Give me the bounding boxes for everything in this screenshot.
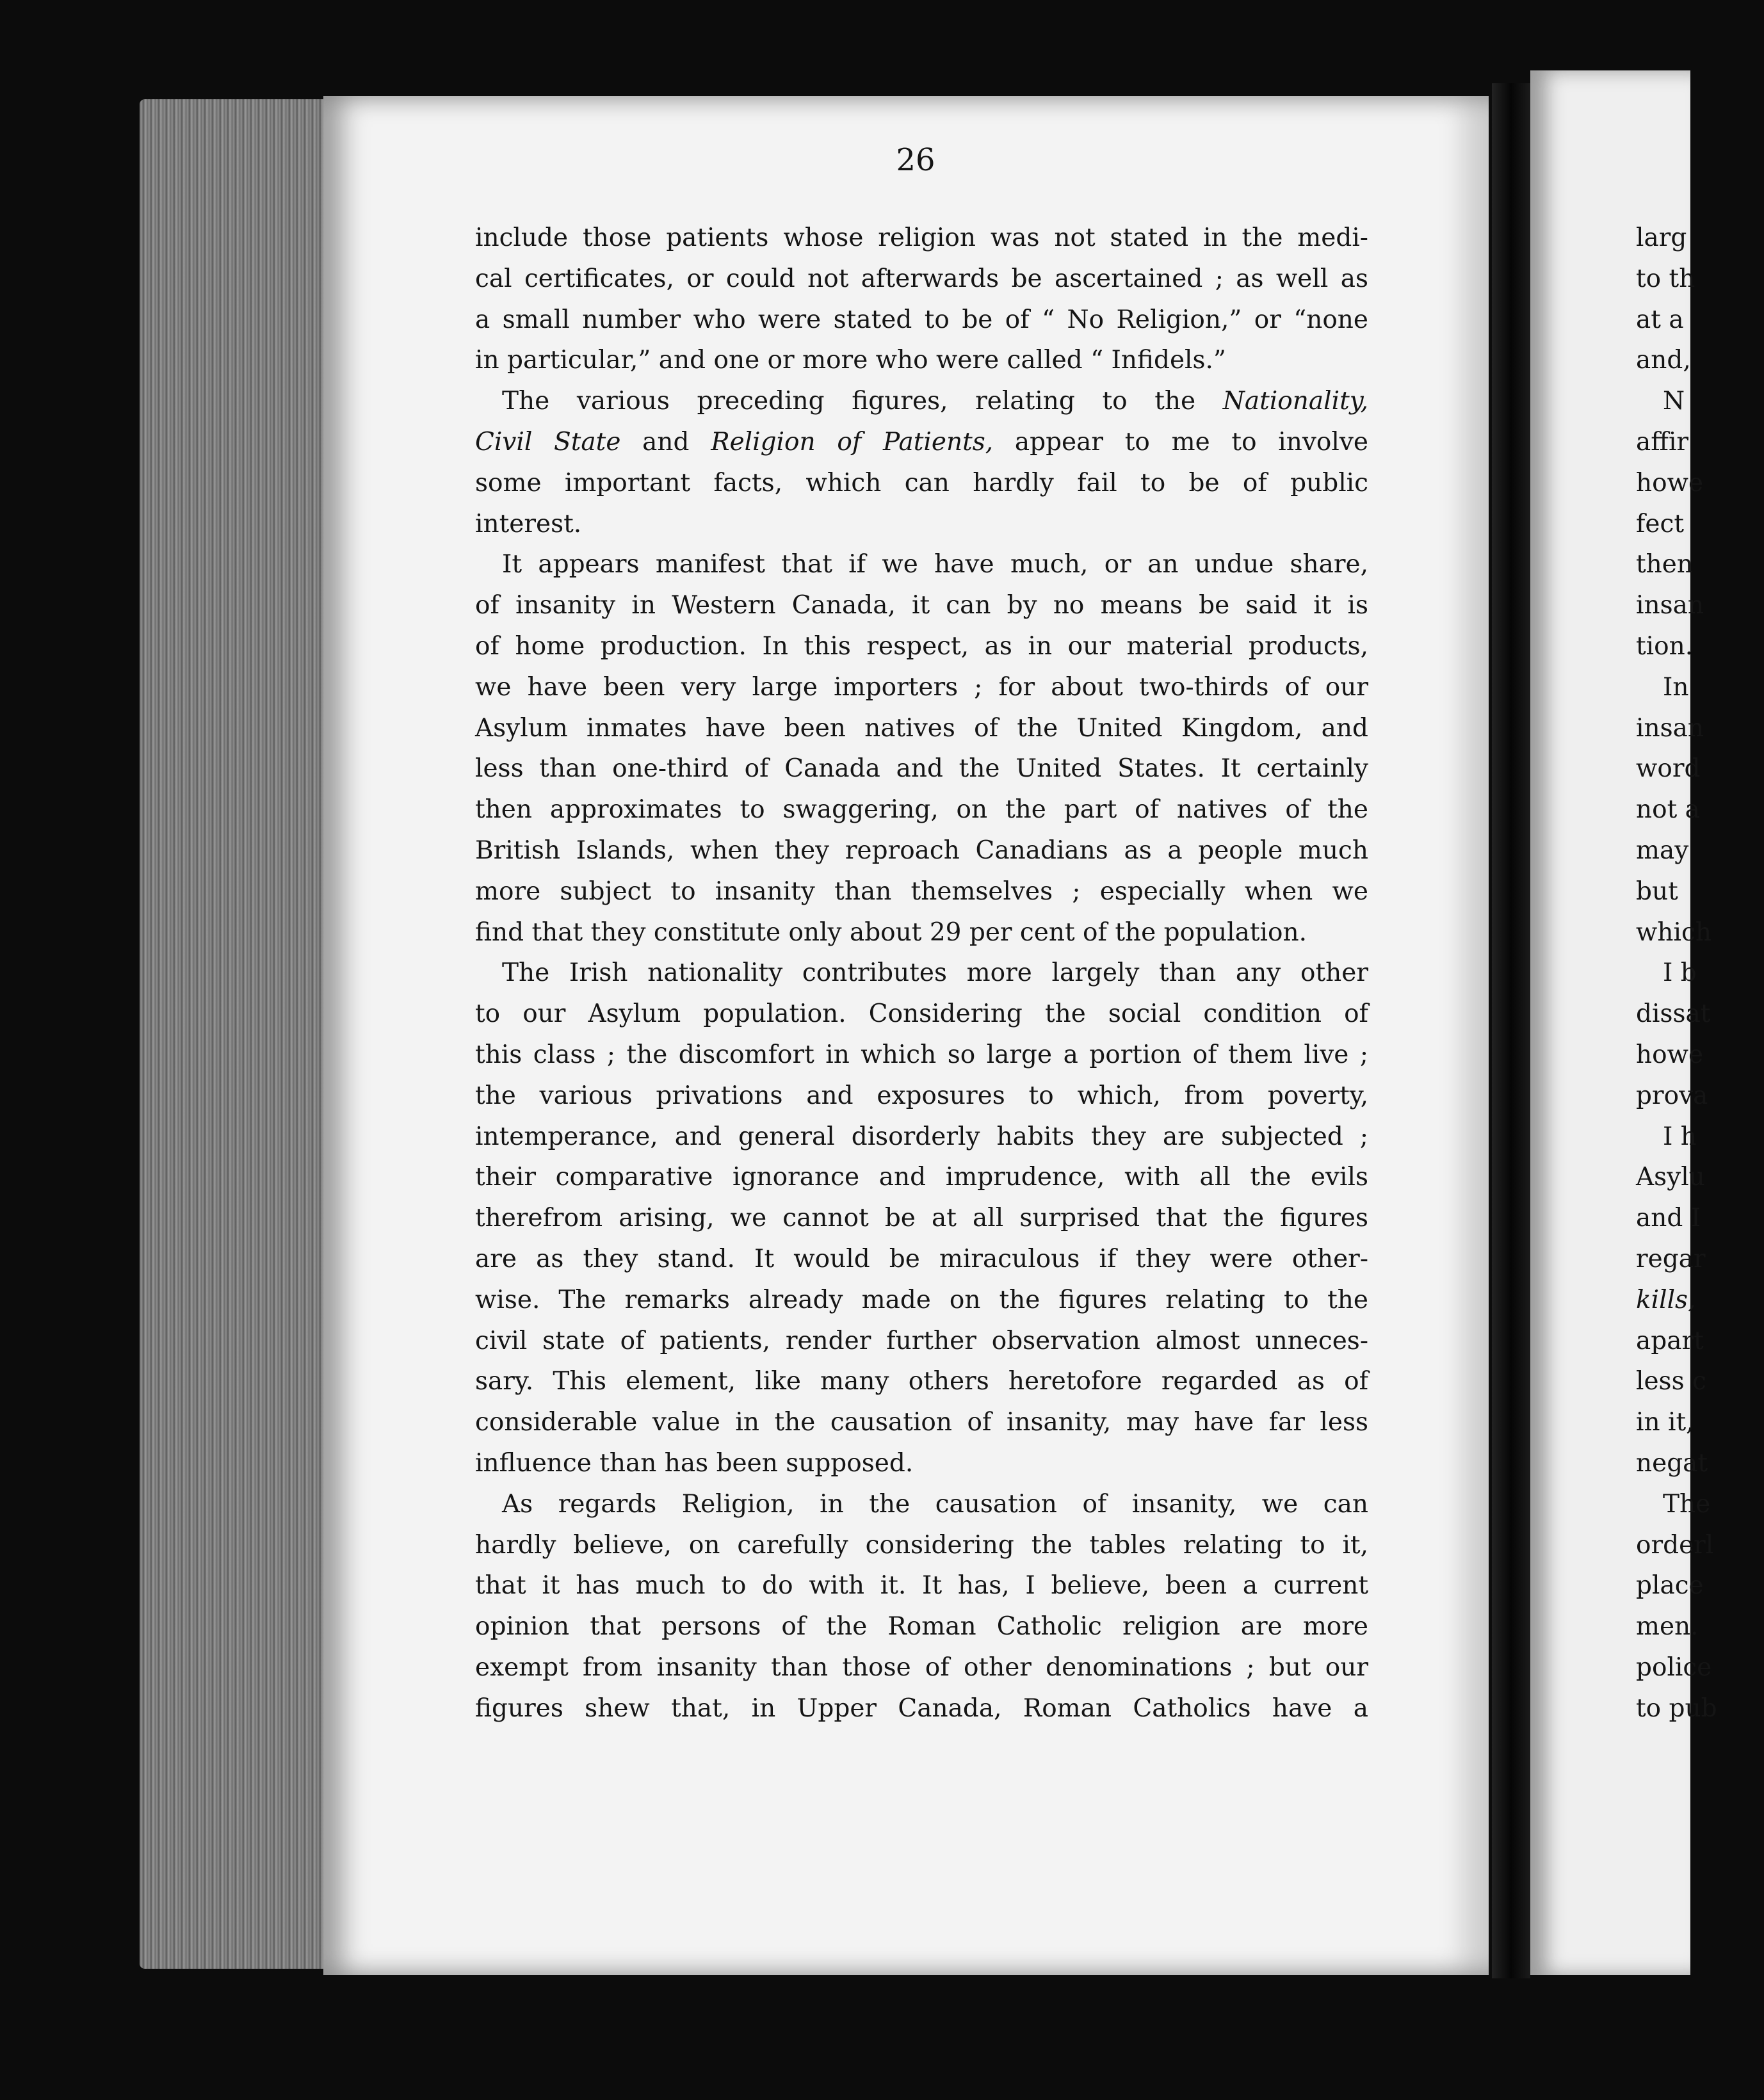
text-line: It appears manifest that if we have much, or an undue share, [502,550,1368,579]
facing-page-fragment: prova [1636,1081,1708,1110]
text-line: include those patients whose religion was not stated in the medi- [475,223,1368,252]
facing-page-fragment: howe [1636,1040,1704,1069]
facing-page-fragment: to pub [1636,1693,1717,1723]
facing-page-fragment: negat [1636,1448,1708,1478]
text-line: some important facts, which can hardly fail to be of public [475,468,1368,497]
text-line [475,381,1368,422]
facing-page-fragment: less c [1636,1367,1706,1396]
page-number: 26 [896,142,935,178]
facing-page-fragment: in it, [1636,1408,1694,1437]
text-span: appear to me to involve [993,427,1368,456]
facing-page-fragment: apart [1636,1326,1704,1355]
facing-page-fragment: orderl [1636,1530,1714,1560]
facing-page-fragment: affir [1636,427,1689,456]
italic-text: Religion of Patients, [711,427,994,456]
book-page-edges [140,99,325,1969]
facing-page-fragment: to th [1636,264,1695,293]
text-line: then approximates to swaggering, on the part of natives of the [475,795,1368,825]
facing-page-fragment: insan [1636,713,1704,743]
text-line: sary. This element, like many others heretofore regarded as of [475,1367,1368,1396]
facing-page-fragment: Asylu [1636,1163,1705,1192]
facing-page-fragment: regar [1636,1244,1706,1273]
facing-page-fragment: howe [1636,468,1704,497]
text-line: find that they constitute only about 29 per cent of the population. [475,917,1307,947]
facing-page-fragment: then [1636,550,1693,579]
text-line: less than one-third of Canada and the United States. It certainly [475,754,1368,784]
italic-text: Nationality, [1222,387,1368,416]
facing-page-fragment: larg [1636,223,1687,252]
text-span: and [620,427,711,456]
facing-page-fragment: but [1636,876,1678,906]
text-line: exempt from insanity than those of other denominations ; but our [475,1652,1368,1682]
text-line: British Islands, when they reproach Canadians as a people much [475,836,1368,865]
text-line: more subject to insanity than themselves ; especially when we [475,876,1368,906]
text-line: are as they stand. It would be miraculous if they were other- [475,1244,1368,1273]
facing-page-fragment: I h [1663,1122,1697,1151]
facing-page-fragment: and I [1636,1204,1701,1233]
facing-page-fragment: dissat [1636,999,1711,1029]
text-line: interest. [475,509,582,538]
facing-page-fragment: and, [1636,346,1691,375]
facing-page-fragment: word [1636,754,1701,784]
page-body-text [475,218,1368,1729]
facing-page-fragment: men. [1636,1612,1699,1642]
text-line: hardly believe, on carefully considering the tables relating to it, [475,1530,1368,1560]
facing-page-fragment: which [1636,917,1711,947]
facing-page-fragment: may [1636,836,1689,865]
facing-page-fragment: not a [1636,795,1700,825]
facing-page-fragment: insan [1636,591,1704,620]
text-line: of insanity in Western Canada, it can by no means be said it is [475,591,1368,620]
text-line: therefrom arising, we cannot be at all surprised that the figures [475,1204,1368,1233]
facing-page-fragment: I b [1663,958,1697,988]
facing-page-fragment: N [1663,387,1685,416]
text-line: of home production. In this respect, as in our material products, [475,631,1368,661]
italic-text: Civil State [475,427,621,456]
text-line: As regards Religion, in the causation of insanity, we can [502,1489,1368,1519]
text-line: we have been very large importers ; for about two-thirds of our [475,672,1368,702]
text-line: considerable value in the causation of insanity, may have far less [475,1408,1368,1437]
facing-page-fragment: tion. [1636,631,1694,661]
text-line: wise. The remarks already made on the figures relating to the [475,1285,1368,1314]
text-line: opinion that persons of the Roman Catholic religion are more [475,1612,1368,1642]
text-line: intemperance, and general disorderly habits they are subjected ; [475,1122,1368,1151]
facing-page-fragments [1636,218,1764,1729]
facing-page-fragment: In [1663,672,1689,702]
facing-page-fragment: kills, [1636,1285,1696,1314]
text-line: that it has much to do with it. It has, I believe, been a current [475,1571,1368,1601]
facing-page-fragment: police [1636,1652,1712,1682]
text-line [475,422,1368,463]
text-line: a small number who were stated to be of “ No Religion,” or “none [475,305,1368,334]
facing-page-fragment: place [1636,1571,1704,1601]
text-line: to our Asylum population. Considering the social condition of [475,999,1368,1029]
facing-page-fragment: at a [1636,305,1684,334]
text-span: The various preceding figures, relating to the [502,387,1223,416]
text-line: figures shew that, in Upper Canada, Roman Catholics have a [475,1693,1368,1723]
text-line: their comparative ignorance and imprudence, with all the evils [475,1163,1368,1192]
text-line: the various privations and exposures to which, from poverty, [475,1081,1368,1110]
text-line: civil state of patients, render further observation almost unneces- [475,1326,1368,1355]
book-gutter [1492,83,1530,1978]
text-line: Asylum inmates have been natives of the United Kingdom, and [475,713,1368,743]
text-line: The Irish nationality contributes more largely than any other [502,958,1368,988]
text-line: influence than has been supposed. [475,1448,914,1478]
text-line: in particular,” and one or more who were called “ Infidels.” [475,346,1226,375]
facing-page-fragment: The [1663,1489,1711,1519]
text-line: cal certificates, or could not afterwards be ascertained ; as well as [475,264,1368,293]
facing-page-fragment: fect [1636,509,1685,538]
text-line: this class ; the discomfort in which so large a portion of them live ; [475,1040,1368,1069]
